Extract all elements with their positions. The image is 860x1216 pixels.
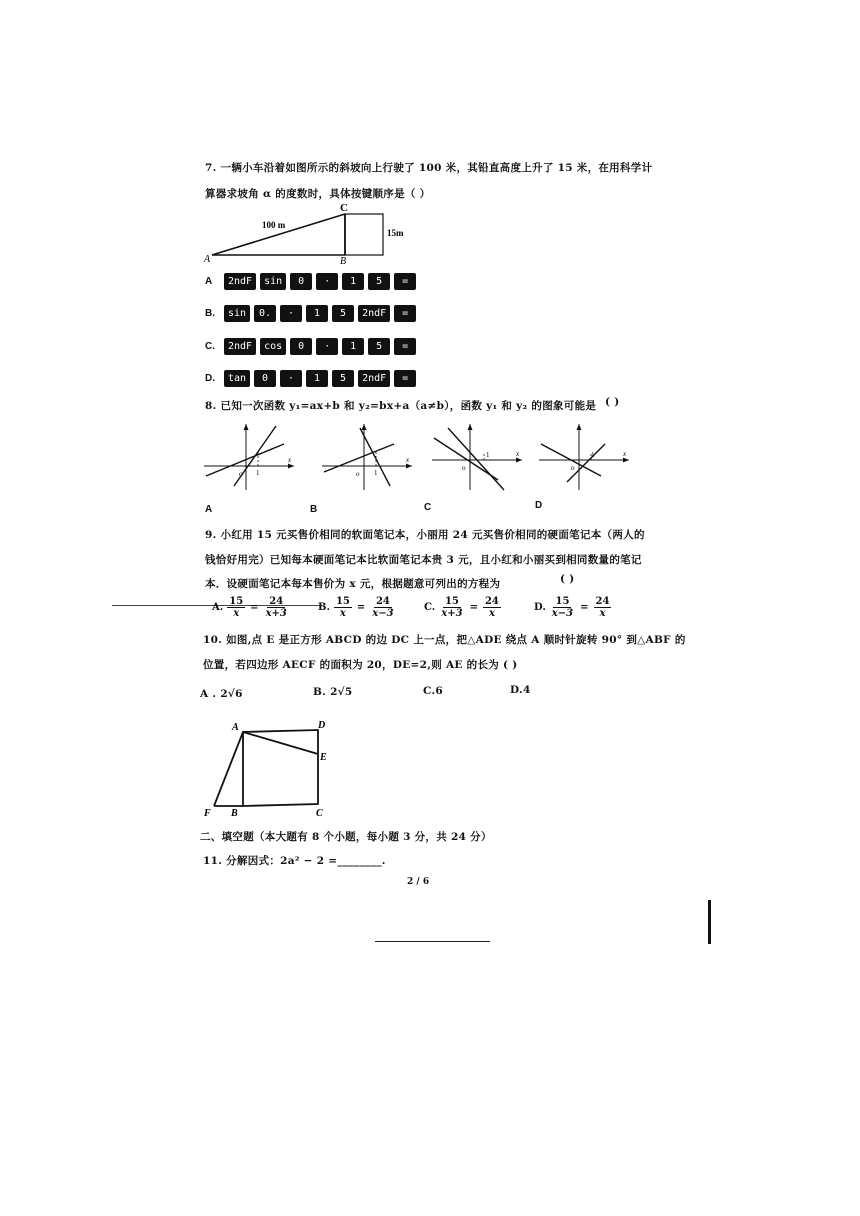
q7-option-d-keys [224,370,416,387]
calc-key: 1 [342,273,364,290]
q8-label-b: B [310,504,318,515]
calc-key: 0 [254,370,276,387]
q7-option-a-keys [224,273,416,290]
calc-key: tan [224,370,250,387]
q9-line2: 钱恰好用完）已知每本硬面笔记本比软面笔记本贵 3 元，且小红和小丽买到相同数量的笔记 [205,554,642,566]
q7-option-c-keys [224,338,416,355]
calc-key: · [280,305,302,322]
svg-text:x: x [623,450,627,458]
svg-text:x: x [516,450,520,458]
calc-key: 2ndF [224,338,256,355]
q9-line3: 本．设硬面笔记本每本售价为 x 元，根据题意可列出的方程为 [205,578,501,590]
q7-line2: 算器求坡角 α 的度数时，具体按键顺序是（ ） [205,188,431,200]
q10-label-e: E [320,752,327,763]
calc-key: 5 [368,273,390,290]
q7-option-b-letter: B. [205,308,215,319]
q10-option-c: C.6 [423,685,444,697]
svg-text:x: x [288,456,292,464]
q9-option-a: A. $\frac{15}{x}$ = $\frac{24}{x+3}$ [212,596,287,619]
q7-label-hyp: 100 m [262,220,286,230]
calc-key: = [394,338,416,355]
q9-option-b: B. $\frac{15}{x}$ = $\frac{24}{x-3}$ [318,596,394,619]
q7-option-d-letter: D. [205,373,215,384]
calc-key: 5 [368,338,390,355]
q11-text: 11. 分解因式：2a² − 2 =________. [203,855,386,867]
q7-line1: 7. 一辆小车沿着如图所示的斜坡向上行驶了 100 米，其铅直高度上升了 15 米，在用科学计 [205,162,653,174]
q7-label-height: 15m [387,228,404,238]
calc-key: 1 [342,338,364,355]
q7-label-b: B [340,256,347,266]
calc-key: · [280,370,302,387]
q9-option-c: C. $\frac{15}{x+3}$ = $\frac{24}{x}$ [424,596,499,619]
calc-key: = [394,370,416,387]
q8-label-a: A [205,504,213,515]
q10-label-a: A [232,722,239,733]
calc-key: · [316,273,338,290]
svg-text:1: 1 [374,469,378,477]
calc-key: 1 [306,305,328,322]
calc-key: sin [224,305,250,322]
svg-text:o: o [239,470,243,478]
q10-label-d: D [318,720,326,731]
calc-key: 2ndF [358,370,390,387]
q8-graph-b [320,420,416,492]
scan-edge-mark [708,900,711,944]
q8-label-d: D [535,500,543,511]
q7-option-c-letter: C. [205,341,215,352]
q7-label-a: A [204,254,211,265]
calc-key: cos [260,338,286,355]
calc-key: 0. [254,305,276,322]
q9-answer-paren: ( ) [560,573,575,585]
calc-key: · [316,338,338,355]
svg-text:1: 1 [256,469,260,477]
q10-option-a: A . 2√6 [200,688,243,700]
calc-key: 2ndF [358,305,390,322]
calc-key: 5 [332,305,354,322]
q9-option-d: D. $\frac{15}{x-3}$ = $\frac{24}{x}$ [534,596,610,619]
q10-label-f: F [204,808,211,819]
calc-key: 2ndF [224,273,256,290]
calc-key: sin [260,273,286,290]
calc-key: = [394,273,416,290]
svg-text:o: o [571,464,575,472]
q10-line2: 位置，若四边形 AECF 的面积为 20，DE=2,则 AE 的长为 ( ) [203,659,518,671]
q7-slope-figure [200,200,420,266]
q8-graph-d [537,420,633,492]
q8-label-c: C [424,502,432,513]
calc-key: 0 [290,338,312,355]
q10-label-b: B [231,808,238,819]
page-number: 2 / 6 [407,877,430,887]
calc-key: 5 [332,370,354,387]
q10-label-c: C [316,808,323,819]
calc-key: 1 [306,370,328,387]
calc-key: 0 [290,273,312,290]
q10-square-figure [198,714,338,822]
calc-key: = [394,305,416,322]
section-2-heading: 二、填空题（本大题有 8 个小题，每小题 3 分，共 24 分） [200,831,492,843]
svg-text:1: 1 [486,451,490,459]
q10-line1: 10. 如图,点 E 是正方形 ABCD 的边 DC 上一点，把△ADE 绕点 A 顺时针旋转 90° 到△ABF 的 [203,634,686,646]
q8-graph-c [430,420,526,492]
q7-option-b-keys [224,305,416,322]
scan-line [375,941,490,942]
q8-text: 8. 已知一次函数 y₁=ax+b 和 y₂=bx+a（a≠b），函数 y₁ 和 y₂ 的图象可能是 [205,400,597,412]
svg-text:x: x [406,456,410,464]
q8-graph-a [202,420,298,492]
q7-option-a-letter: A [205,276,213,287]
q7-label-c: C [340,202,348,214]
svg-text:o: o [462,464,466,472]
svg-text:1: 1 [591,451,595,459]
q10-option-d: D.4 [510,684,531,696]
svg-text:o: o [356,470,360,478]
q10-option-b: B. 2√5 [313,686,353,698]
q9-line1: 9. 小红用 15 元买售价相同的软面笔记本，小丽用 24 元买售价相同的硬面笔记本（两人的 [205,529,645,541]
q8-answer-paren: ( ) [605,396,620,408]
